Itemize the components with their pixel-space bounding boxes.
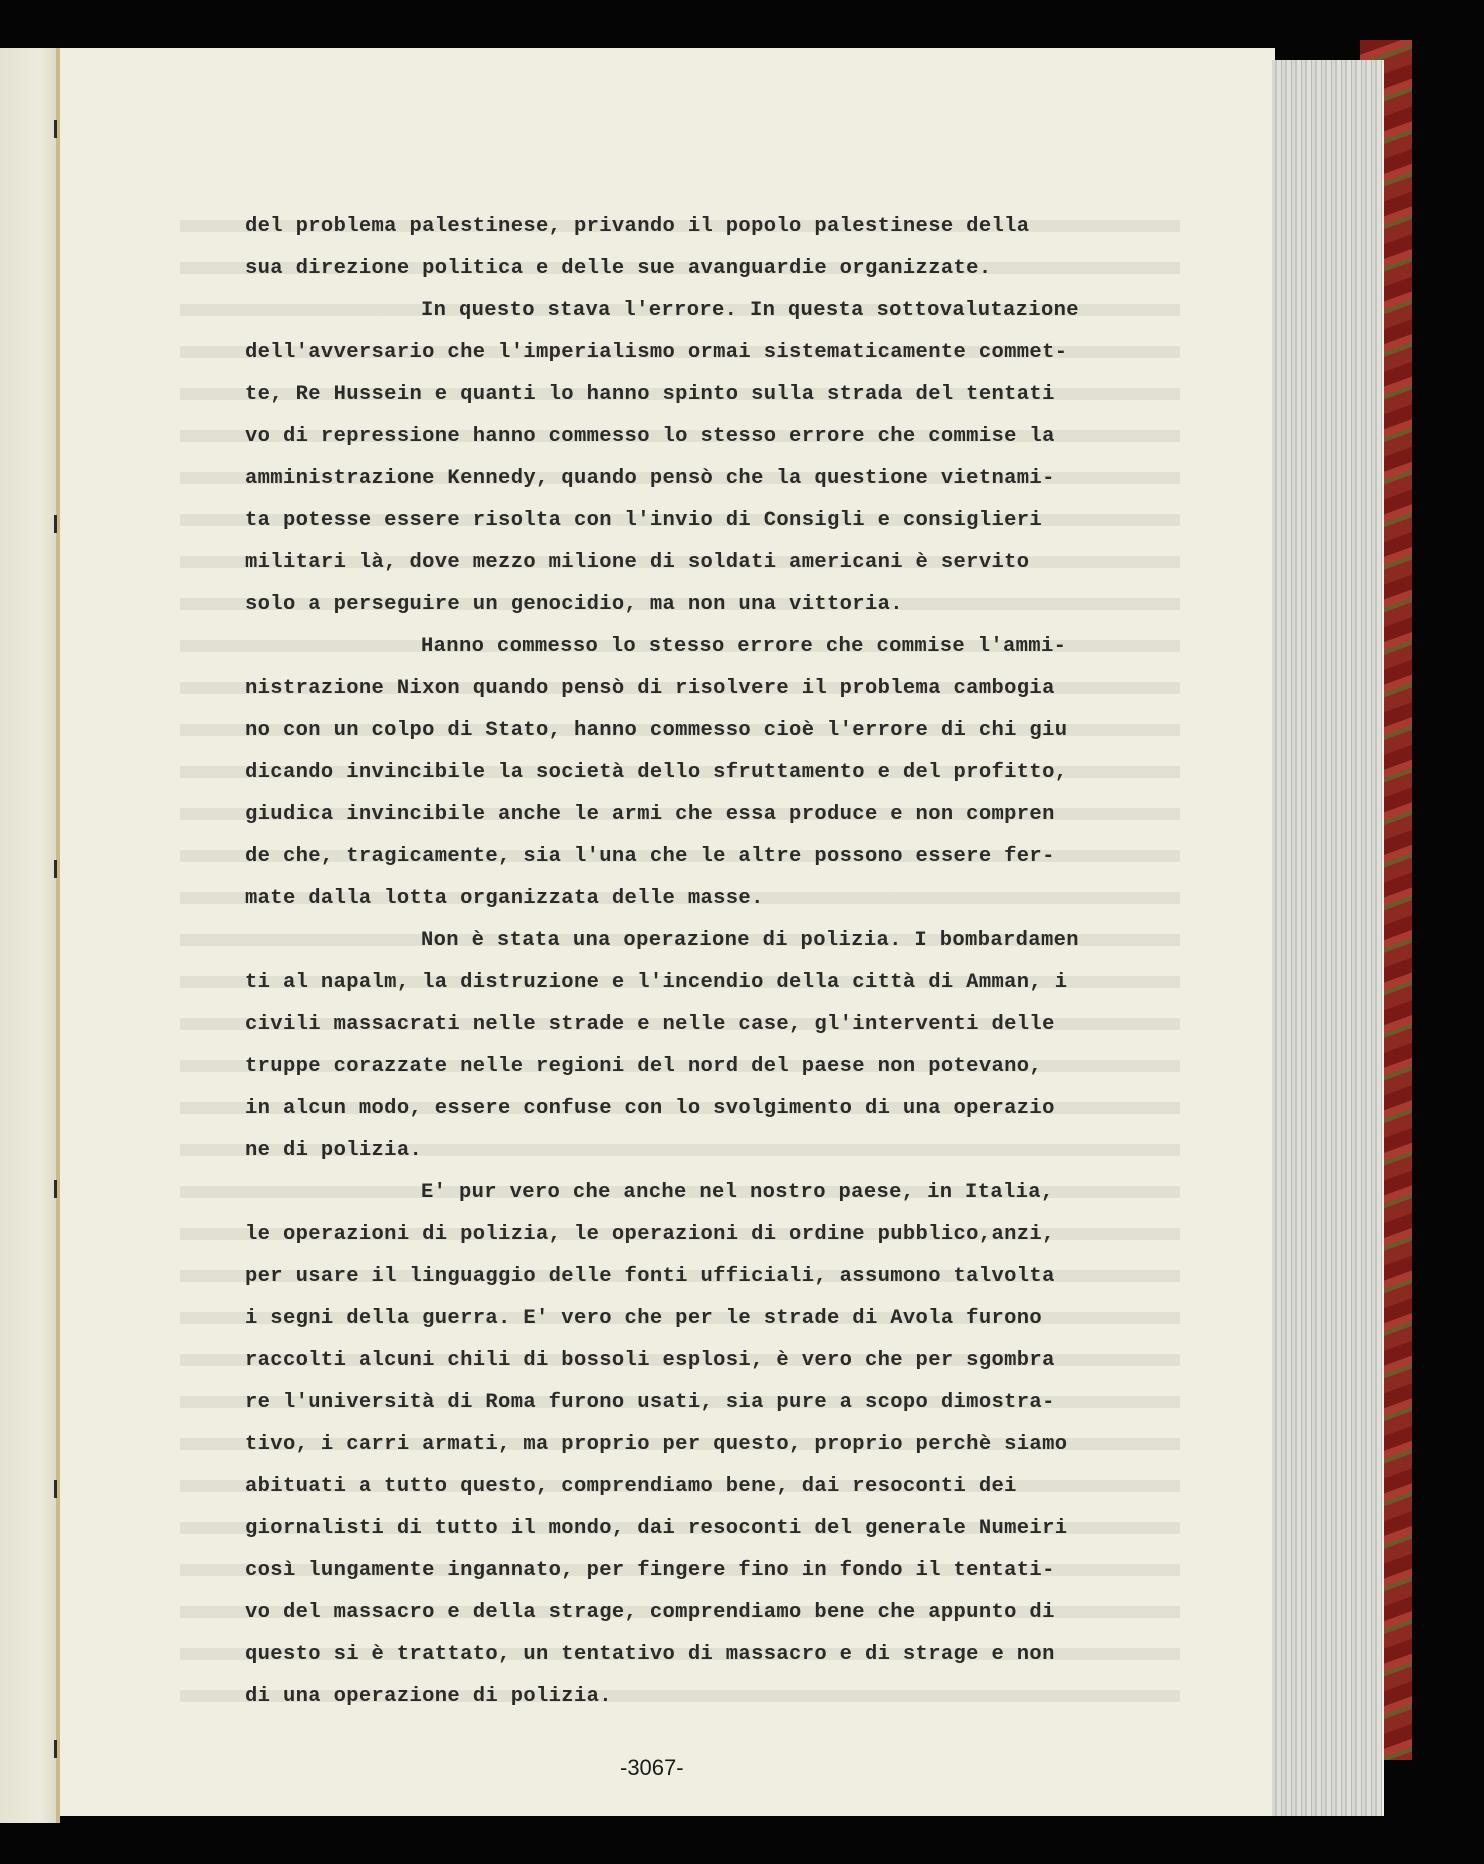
text-line: dell'avversario che l'imperialismo ormai sistematicamente commet- bbox=[245, 341, 1068, 364]
left-page-edge bbox=[0, 48, 58, 1823]
text-line: tivo, i carri armati, ma proprio per questo, proprio perchè siamo bbox=[245, 1433, 1068, 1456]
text-line: in alcun modo, essere confuse con lo svolgimento di una operazio bbox=[245, 1097, 1055, 1120]
page-stack-edges bbox=[1272, 60, 1384, 1816]
binding-stitch-icon bbox=[48, 860, 64, 878]
text-line: E' pur vero che anche nel nostro paese, in Italia, bbox=[421, 1181, 1054, 1204]
text-line: vo del massacro e della strage, comprendiamo bene che appunto di bbox=[245, 1601, 1055, 1624]
text-line: giornalisti di tutto il mondo, dai resoconti del generale Numeiri bbox=[245, 1517, 1068, 1540]
text-line: solo a perseguire un genocidio, ma non una vittoria. bbox=[245, 593, 903, 616]
binding-stitch-icon bbox=[48, 120, 64, 138]
binding-stitch-icon bbox=[48, 1740, 64, 1758]
text-line: ti al napalm, la distruzione e l'incendio della città di Amman, i bbox=[245, 971, 1068, 994]
text-line: così lungamente ingannato, per fingere fino in fondo il tentati- bbox=[245, 1559, 1055, 1582]
text-line: truppe corazzate nelle regioni del nord del paese non potevano, bbox=[245, 1055, 1043, 1078]
binding-stitch-icon bbox=[48, 1180, 64, 1198]
text-line: ta potesse essere risolta con l'invio di Consigli e consiglieri bbox=[245, 509, 1043, 532]
text-line: nistrazione Nixon quando pensò di risolvere il problema cambogia bbox=[245, 677, 1055, 700]
text-line: Hanno commesso lo stesso errore che commise l'ammi- bbox=[421, 635, 1067, 658]
text-line: vo di repressione hanno commesso lo stesso errore che commise la bbox=[245, 425, 1055, 448]
text-line: questo si è trattato, un tentativo di massacro e di strage e non bbox=[245, 1643, 1055, 1666]
text-line: mate dalla lotta organizzata delle masse. bbox=[245, 887, 764, 910]
text-line: raccolti alcuni chili di bossoli esplosi, è vero che per sgombra bbox=[245, 1349, 1055, 1372]
text-line: per usare il linguaggio delle fonti ufficiali, assumono talvolta bbox=[245, 1265, 1055, 1288]
binding-stitch-icon bbox=[48, 1480, 64, 1498]
text-line: amministrazione Kennedy, quando pensò che la questione vietnami- bbox=[245, 467, 1055, 490]
binding-stitch-icon bbox=[48, 515, 64, 533]
text-line: In questo stava l'errore. In questa sottovalutazione bbox=[421, 299, 1079, 322]
text-line: militari là, dove mezzo milione di soldati americani è servito bbox=[245, 551, 1030, 574]
text-line: abituati a tutto questo, comprendiamo bene, dai resoconti dei bbox=[245, 1475, 1017, 1498]
typewritten-body bbox=[245, 206, 1175, 1718]
text-line: ne di polizia. bbox=[245, 1139, 423, 1162]
text-line: del problema palestinese, privando il popolo palestinese della bbox=[245, 215, 1030, 238]
text-line: re l'università di Roma furono usati, sia pure a scopo dimostra- bbox=[245, 1391, 1055, 1414]
text-line: di una operazione di polizia. bbox=[245, 1685, 612, 1708]
text-line: civili massacrati nelle strade e nelle case, gl'interventi delle bbox=[245, 1013, 1055, 1036]
page-number: -3067- bbox=[620, 1755, 684, 1780]
text-line: sua direzione politica e delle sue avanguardie organizzate. bbox=[245, 257, 992, 280]
text-line: giudica invincibile anche le armi che essa produce e non compren bbox=[245, 803, 1055, 826]
text-line: de che, tragicamente, sia l'una che le altre possono essere fer- bbox=[245, 845, 1055, 868]
text-line: no con un colpo di Stato, hanno commesso cioè l'errore di chi giu bbox=[245, 719, 1068, 742]
text-line: le operazioni di polizia, le operazioni di ordine pubblico,anzi, bbox=[245, 1223, 1055, 1246]
text-line: te, Re Hussein e quanti lo hanno spinto sulla strada del tentati bbox=[245, 383, 1055, 406]
text-line: dicando invincibile la società dello sfruttamento e del profitto, bbox=[245, 761, 1068, 784]
text-line: i segni della guerra. E' vero che per le strade di Avola furono bbox=[245, 1307, 1043, 1330]
text-line: Non è stata una operazione di polizia. I bombardamen bbox=[421, 929, 1079, 952]
